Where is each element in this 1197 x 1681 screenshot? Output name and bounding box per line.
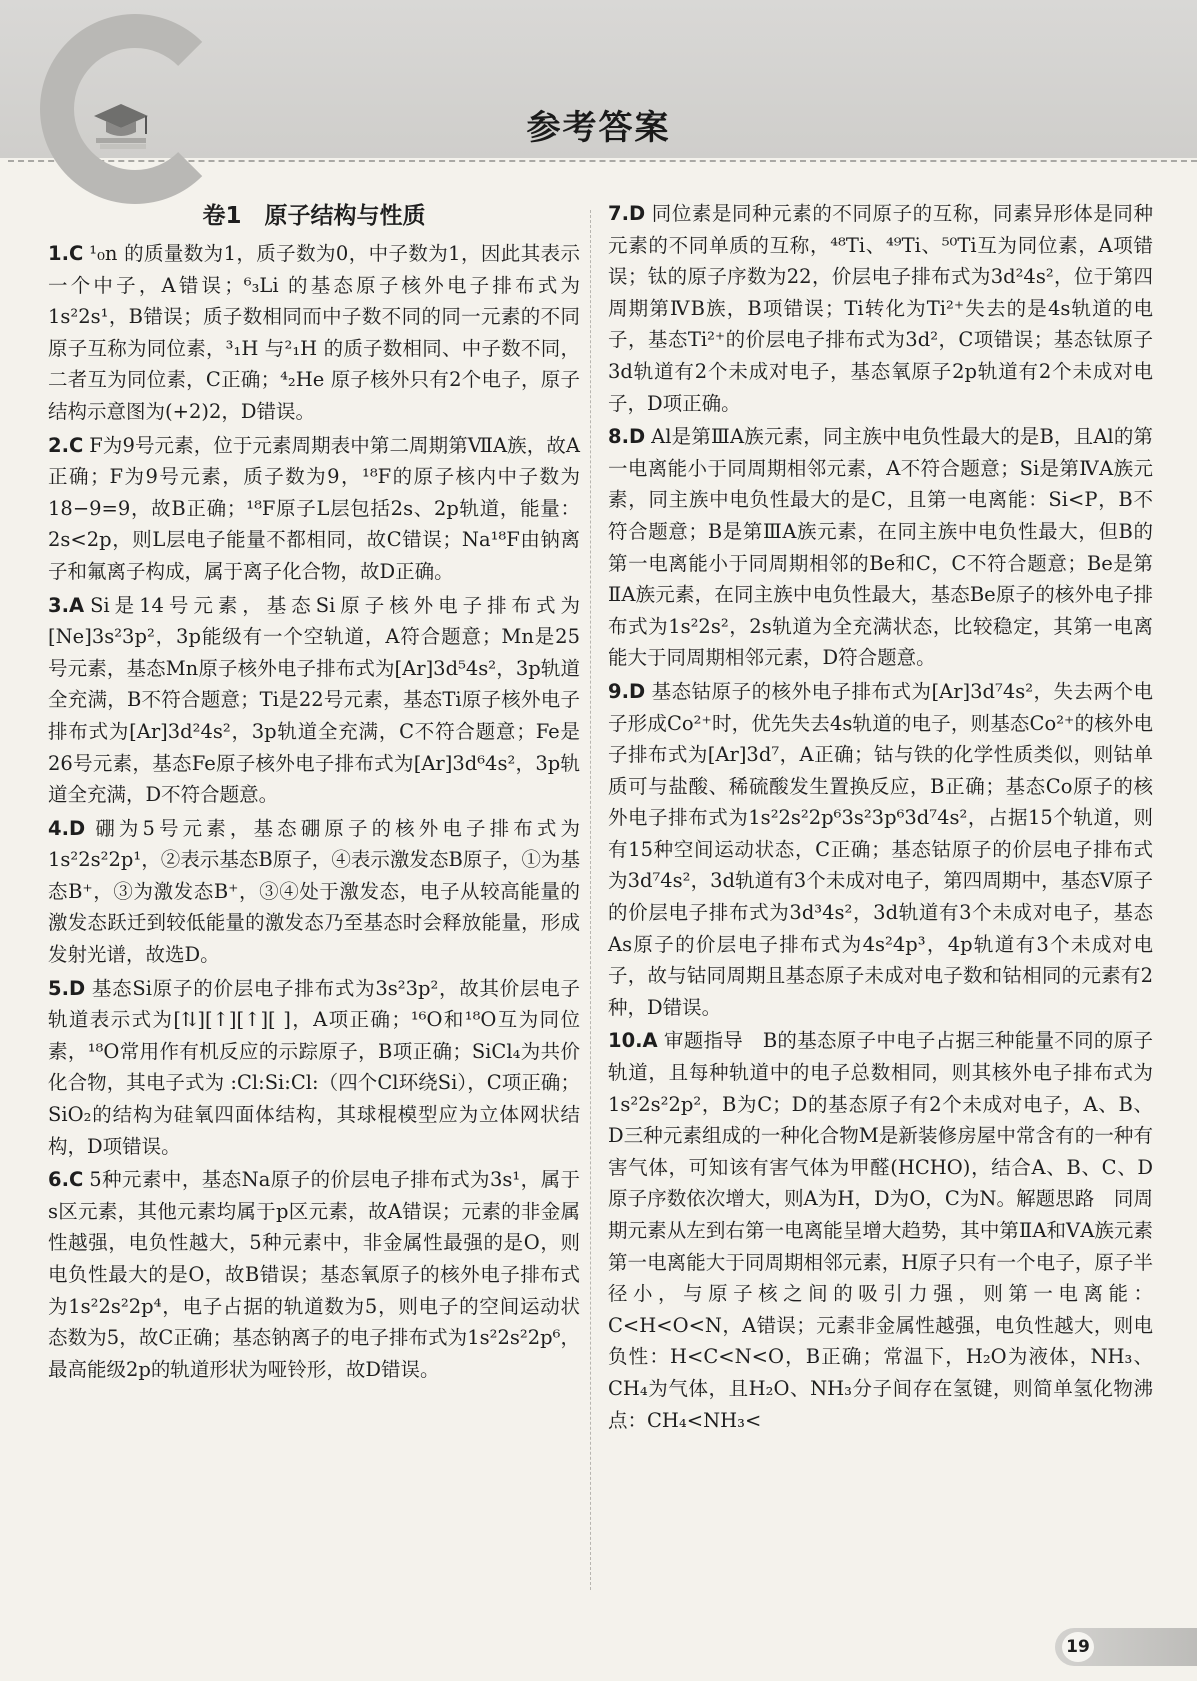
answer-number: 6.C xyxy=(48,1168,84,1192)
answer-text: 基态钴原子的核外电子排布式为[Ar]3d⁷4s²，失去两个电子形成Co²⁺时，优先失去4s轨道的电子，则基态Co²⁺的核外电子排布式为[Ar]3d⁷，A正确；钴与铁的化学性质类似，则钴单质可与盐酸、稀硫酸发生置换反应，B正确；基态Co原子的核外电子排布式为1s²2s²2p⁶3s²3p⁶3d⁷4s²，占据15个轨道，则有15种空间运动状态，C正确；基态钴原子的价层电子排布式为3d⁷4s²，3d轨道有3个未成对电子，第四周期中，基态V原子的价层电子排布式为3d³4s²，3d轨道有3个未成对电子，基态As原子的价层电子排布式为4s²4p³，4p轨道有3个未成对电子，故与钴同周期且基态原子未成对电子数和钴相同的元素有2种，D错误。 xyxy=(608,679,1153,1019)
answer-number: 1.C xyxy=(48,242,84,265)
page-number: 19 xyxy=(1062,1632,1094,1662)
answer-item xyxy=(608,1025,1153,1436)
right-column xyxy=(608,198,1153,1438)
answer-text: Si是14号元素，基态Si原子核外电子排布式为[Ne]3s²3p²，3p能级有一个空轨道，A符合题意；Mn是25号元素，基态Mn原子核外电子排布式为[Ar]3d⁵4s²，3p轨道全充满，B不符合题意；Ti是22号元素，基态Ti原子核外电子排布式为[Ar]3d²4s²，3p轨道全充满，C不符合题意；Fe是26号元素，基态Fe原子核外电子排布式为[Ar]3d⁶4s²，3p轨道全充满，D不符合题意。 xyxy=(48,593,580,807)
answer-text: 审题指导 B的基态原子中电子占据三种能量不同的原子轨道，且每种轨道中的电子总数相同，则其核外电子排布式为1s²2s²2p²，B为C；D的基态原子有2个未成对电子，A、B、D三种元素组成的一种化合物M是新装修房屋中常含有的一种有害气体，可知该有害气体为甲醛(HCHO)，结合A、B、C、D原子序数依次增大，则A为H，D为O，C为N。解题思路 同周期元素从左到右第一电离能呈增大趋势，其中第ⅡA和ⅤA族元素第一电离能大于同周期相邻元素，H原子只有一个电子，原子半径小，与原子核之间的吸引力强，则第一电离能：C<H<O<N，A错误；元素非金属性越强，电负性越大，则电负性：H<C<N<O，B正确；常温下，H₂O为液体，NH₃、CH₄为气体，且H₂O、NH₃分子间存在氢键，则简单氢化物沸点：CH₄<NH₃< xyxy=(608,1029,1153,1432)
answer-item xyxy=(48,1164,580,1385)
answer-item xyxy=(48,973,580,1163)
answer-text: ¹₀n 的质量数为1，质子数为0，中子数为1，因此其表示一个中子，A错误；⁶₃Li 的基态原子核外电子排布式为1s²2s¹，B错误；质子数相同而中子数不同的同一元素的不同原子互称为同位素，³₁H 与²₁H 的质子数相同、中子数不同，二者互为同位素，C正确；⁴₂He 原子核外只有2个电子，原子结构示意图为(+2)2，D错误。 xyxy=(48,242,580,423)
section-title: 卷1 原子结构与性质 xyxy=(202,203,426,229)
column-divider xyxy=(590,210,591,1590)
answer-number: 9.D xyxy=(608,679,646,703)
answer-number: 10.A xyxy=(608,1029,658,1053)
answer-number: 2.C xyxy=(48,433,84,457)
left-column xyxy=(48,198,580,1387)
answer-text: Al是第ⅢA族元素，同主族中电负性最大的是B，且Al的第一电离能小于同周期相邻元素，A不符合题意；Si是第ⅣA族元素，同主族中电负性最大的是C，且第一电离能：Si<P，B不符合题意；B是第ⅢA族元素，在同主族中电负性最大，但B的第一电离能小于同周期相邻的Be和C，C不符合题意；Be是第ⅡA族元素，在同主族中电负性最大，基态Be原子的核外电子排布式为1s²2s²，2s轨道为全充满状态，比较稳定，其第一电离能大于同周期相邻元素，D符合题意。 xyxy=(608,425,1153,670)
answer-number: 8.D xyxy=(608,425,646,449)
answer-text: 基态Si原子的价层电子排布式为3s²3p²，故其价层电子轨道表示式为[⇅][↑][↑][ ]，A项正确；¹⁶O和¹⁸O互为同位素，¹⁸O常用作有机反应的示踪原子，B项正确；SiCl₄为共价化合物，其电子式为 :Cl:Si:Cl:（四个Cl环绕Si），C项正确；SiO₂的结构为硅氧四面体结构，其球棍模型应为立体网状结构，D项错误。 xyxy=(48,976,580,1158)
answer-number: 3.A xyxy=(48,593,85,617)
answer-item xyxy=(608,676,1153,1024)
answer-item xyxy=(608,198,1153,419)
answer-item xyxy=(608,421,1153,674)
answer-number: 7.D xyxy=(608,202,646,225)
answer-text: 5种元素中，基态Na原子的价层电子排布式为3s¹，属于s区元素，其他元素均属于p区元素，故A错误；元素的非金属性越强，电负性越大，5种元素中，非金属性最强的是O，则电负性最大的是O，故B错误；基态氧原子的核外电子排布式为1s²2s²2p⁴，电子占据的轨道数为5，则电子的空间运动状态数为5，故C正确；基态钠离子的电子排布式为1s²2s²2p⁶，最高能级2p的轨道形状为哑铃形，故D错误。 xyxy=(48,1168,580,1381)
answer-item xyxy=(48,813,580,971)
answer-item xyxy=(48,238,580,428)
answer-item xyxy=(48,430,580,588)
answer-text: F为9号元素，位于元素周期表中第二周期第ⅦA族，故A正确；F为9号元素，质子数为9，¹⁸F的原子核内中子数为18−9=9，故B正确；¹⁸F原子L层包括2s、2p轨道，能量：2s<2p，则L层电子能量不都相同，故C错误；Na¹⁸F由钠离子和氟离子构成，属于离子化合物，故D正确。 xyxy=(48,433,580,583)
answer-text: 同位素是同种元素的不同原子的互称，同素异形体是同种元素的不同单质的互称，⁴⁸Ti、⁴⁹Ti、⁵⁰Ti互为同位素，A项错误；钛的原子序数为22，价层电子排布式为3d²4s²，位于第四周期第ⅣB族，B项错误；Ti转化为Ti²⁺失去的是4s轨道的电子，基态Ti²⁺的价层电子排布式为3d²，C项错误；基态钛原子3d轨道有2个未成对电子，基态氧原子2p轨道有2个未成对电子，D项正确。 xyxy=(608,202,1153,415)
answer-text: 硼为5号元素，基态硼原子的核外电子排布式为1s²2s²2p¹，②表示基态B原子，④表示激发态B原子，①为基态B⁺，③为激发态B⁺，③④处于激发态，电子从较高能量的激发态跃迁到较低能量的激发态乃至基态时会释放能量，形成发射光谱，故选D。 xyxy=(48,816,580,967)
page-title: 参考答案 xyxy=(526,108,671,148)
answer-item xyxy=(48,590,580,811)
answer-number: 5.D xyxy=(48,976,86,1000)
answer-number: 4.D xyxy=(48,816,86,840)
